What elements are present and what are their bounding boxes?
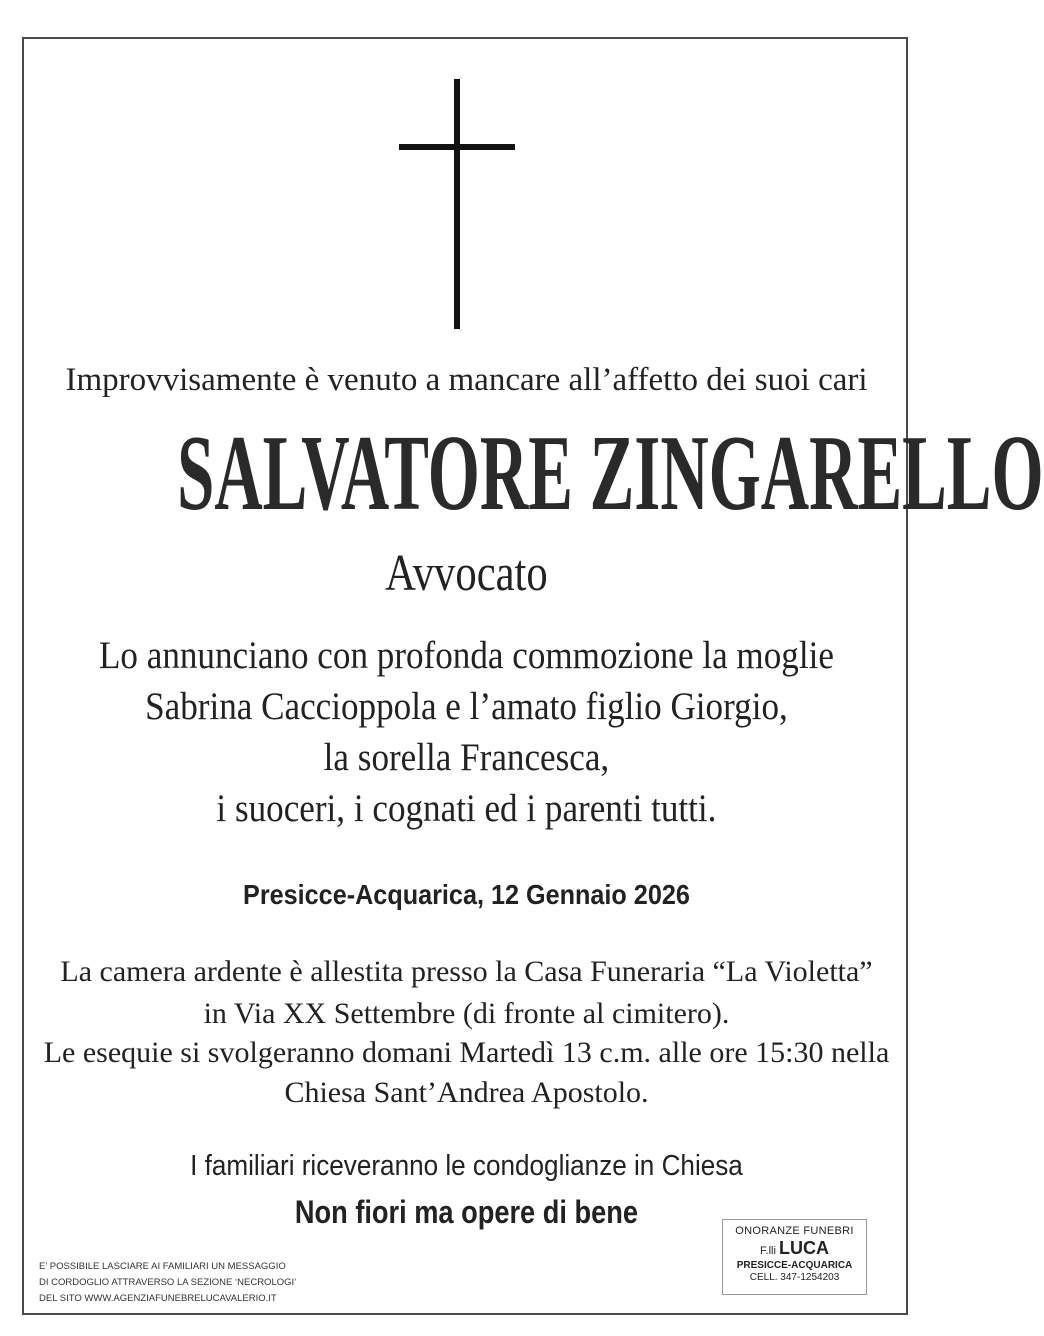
announcement-line: la sorella Francesca, — [323, 736, 610, 779]
agency-prefix: F.lli — [760, 1245, 776, 1257]
deceased-name: SALVATORE ZINGARELLO — [177, 414, 1044, 533]
agency-phone: CELL. 347-1254203 — [749, 1272, 840, 1283]
footer-note-line: DI CORDOGLIO ATTRAVERSO LA SEZIONE ‘NECROLOGI’ — [39, 1277, 297, 1288]
ceremony-line: in Via XX Settembre (di fronte al cimitero). — [203, 997, 730, 1030]
deceased-title: Avvocato — [385, 545, 548, 602]
announcement-line: Sabrina Caccioppola e l’amato figlio Giorgio, — [145, 685, 788, 728]
footer-note-line: DEL SITO WWW.AGENZIAFUNEBRELUCAVALERIO.IT — [39, 1293, 277, 1304]
cross-horizontal-bar — [399, 144, 515, 150]
footer-note — [39, 1259, 296, 1307]
announcement-line: Lo annunciano con profonda commozione la moglie — [98, 634, 834, 677]
place-date: Presicce-Acquarica, 12 Gennaio 2026 — [243, 879, 690, 910]
ceremony-line: Le esequie si svolgeranno domani Martedì 13 c.m. alle ore 15:30 nella — [43, 1036, 890, 1069]
condolences-text: I familiari riceveranno le condoglianze in Chiesa — [190, 1150, 743, 1182]
footer-note-line: E’ POSSIBILE LASCIARE AI FAMILIARI UN MESSAGGIO — [39, 1261, 286, 1272]
agency-name: LUCA — [778, 1238, 829, 1258]
intro-text: Improvvisamente è venuto a mancare all’affetto dei suoi cari — [65, 362, 868, 398]
ceremony-line: Chiesa Sant’Andrea Apostolo. — [284, 1076, 649, 1109]
ceremony-line: La camera ardente è allestita presso la Casa Funeraria “La Violetta” — [60, 955, 873, 988]
flowers-note: Non fiori ma opere di bene — [294, 1194, 638, 1230]
agency-name-row — [723, 1238, 866, 1259]
announcement-line: i suoceri, i cognati ed i parenti tutti. — [216, 787, 717, 830]
agency-box — [722, 1219, 867, 1295]
agency-town: PRESICCE-ACQUARICA — [736, 1260, 853, 1271]
cross-vertical-bar — [454, 79, 460, 329]
agency-heading: ONORANZE FUNEBRI — [735, 1225, 854, 1237]
